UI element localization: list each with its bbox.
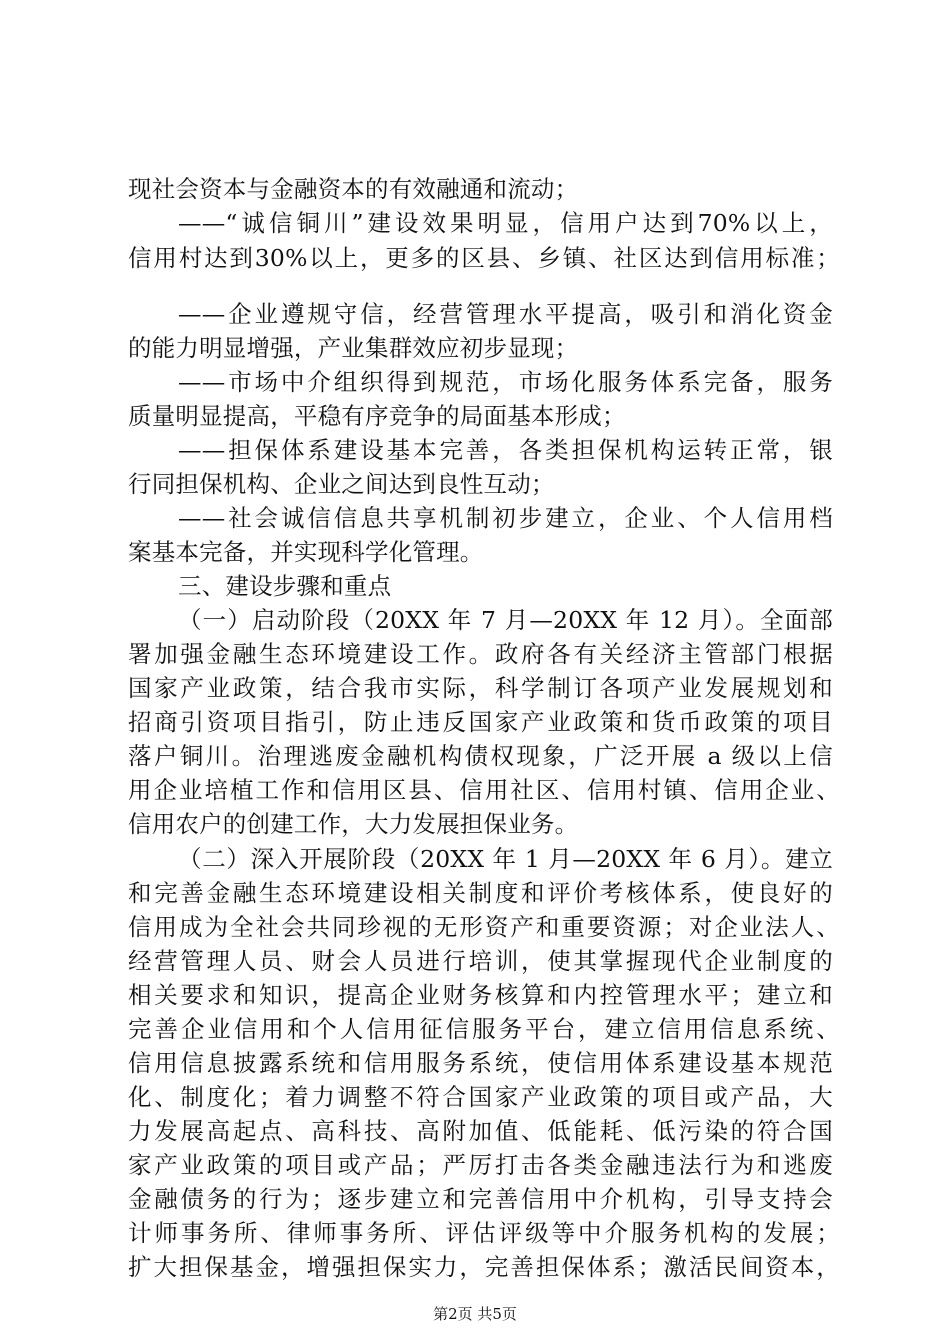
page-footer: 第2页 共5页 — [433, 1305, 517, 1323]
text-line: 完善企业信用和个人信用征信服务平台，建立信用信息系统、 — [128, 1015, 840, 1043]
text-line: ——“诚信铜川”建设效果明显，信用户达到70%以上， — [178, 209, 833, 237]
text-line: 力发展高起点、高科技、高附加值、低能耗、低污染的符合国 — [128, 1117, 833, 1145]
text-line: （一）启动阶段（20XX 年 7 月—20XX 年 12 月）。全面部 — [178, 606, 833, 634]
text-line: 扩大担保基金，增强担保实力，完善担保体系；激活民间资本， — [128, 1253, 840, 1281]
text-line: 质量明显提高，平稳有序竞争的局面基本形成； — [128, 402, 626, 430]
text-line: （二）深入开展阶段（20XX 年 1 月—20XX 年 6 月）。建立 — [178, 845, 833, 873]
text-line: 落户铜川。治理逃废金融机构债权现象，广泛开展 a 级以上信 — [128, 742, 833, 770]
text-line: ——市场中介组织得到规范，市场化服务体系完备，服务 — [178, 368, 833, 396]
text-line: 计师事务所、律师事务所、评估评级等中介服务机构的发展； — [128, 1219, 840, 1247]
text-line: 和完善金融生态环境建设相关制度和评价考核体系，使良好的 — [128, 879, 833, 907]
text-line: 国家产业政策，结合我市实际，科学制订各项产业发展规划和 — [128, 674, 833, 702]
text-line: 相关要求和知识，提高企业财务核算和内控管理水平；建立和 — [128, 981, 833, 1009]
text-line: ——企业遵规守信，经营管理水平提高，吸引和消化资金 — [178, 300, 833, 328]
text-line: 家产业政策的项目或产品；严厉打击各类金融违法行为和逃废 — [128, 1151, 833, 1179]
text-line: 信用成为全社会共同珍视的无形资产和重要资源；对企业法人、 — [128, 913, 840, 941]
text-line: ——担保体系建设基本完善，各类担保机构运转正常，银 — [178, 436, 833, 464]
section-heading: 三、建设步骤和重点 — [178, 572, 392, 600]
text-line: 用企业培植工作和信用区县、信用社区、信用村镇、信用企业、 — [128, 776, 840, 804]
text-line: 案基本完备，并实现科学化管理。 — [128, 538, 484, 566]
text-line: 信用村达到30%以上，更多的区县、乡镇、社区达到信用标准； — [128, 244, 840, 272]
text-line: 经营管理人员、财会人员进行培训，使其掌握现代企业制度的 — [128, 947, 833, 975]
text-line: 署加强金融生态环境建设工作。政府各有关经济主管部门根据 — [128, 640, 833, 668]
text-line: 的能力明显增强，产业集群效应初步显现； — [128, 334, 579, 362]
text-line: 金融债务的行为；逐步建立和完善信用中介机构，引导支持会 — [128, 1185, 833, 1213]
text-line: 化、制度化；着力调整不符合国家产业政策的项目或产品，大 — [128, 1083, 833, 1111]
text-line: 信用信息披露系统和信用服务系统，使信用体系建设基本规范 — [128, 1049, 833, 1077]
text-line: 现社会资本与金融资本的有效融通和流动； — [128, 175, 579, 203]
text-line: 信用农户的创建工作，大力发展担保业务。 — [128, 810, 579, 838]
text-line: 行同担保机构、企业之间达到良性互动； — [128, 470, 555, 498]
text-line: ——社会诚信信息共享机制初步建立，企业、个人信用档 — [178, 504, 833, 532]
text-line: 招商引资项目指引，防止违反国家产业政策和货币政策的项目 — [128, 708, 833, 736]
